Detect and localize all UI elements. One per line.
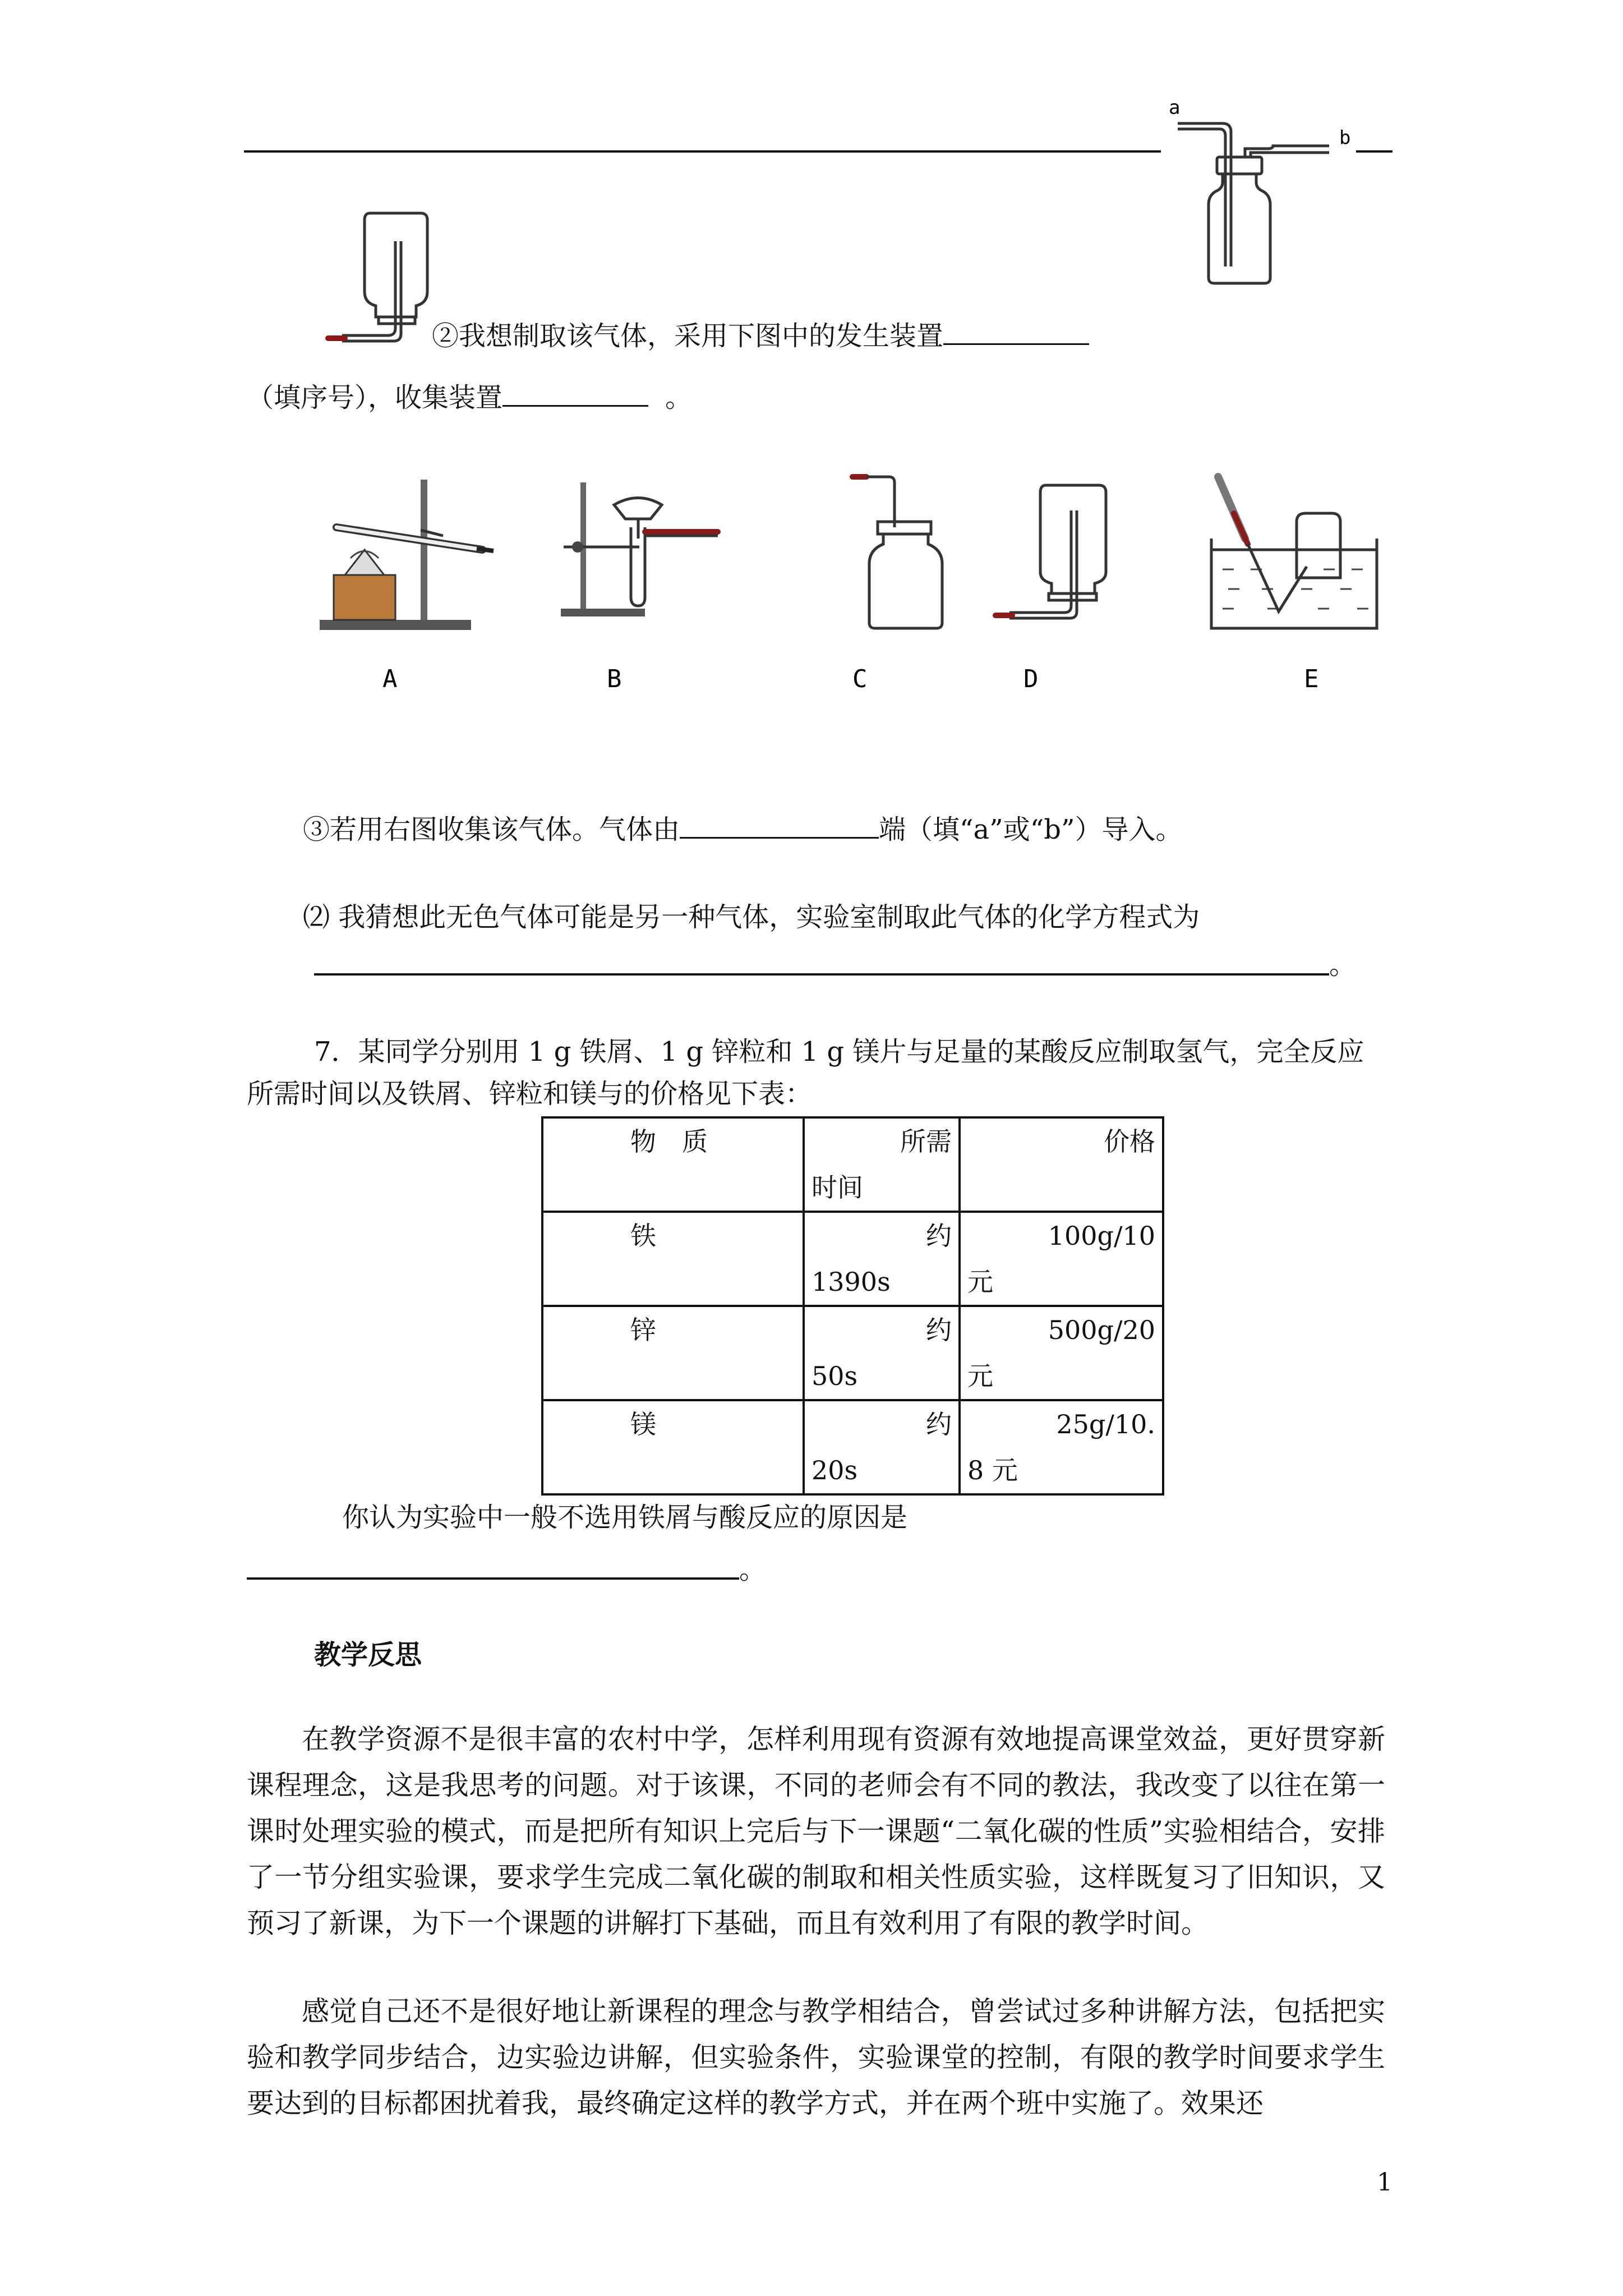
apparatus-d bbox=[995, 485, 1106, 618]
question-3 bbox=[303, 812, 1183, 846]
label-d: D bbox=[1023, 665, 1039, 693]
bottle-label-b: b bbox=[1339, 127, 1351, 149]
reflection-title: 教学反思 bbox=[314, 1639, 422, 1671]
equation-end: 。 bbox=[1329, 949, 1357, 981]
row-substance: 铁 bbox=[542, 1212, 804, 1306]
gas-inlet-answer-blank[interactable] bbox=[680, 812, 879, 839]
row-price bbox=[960, 1306, 1163, 1400]
row-substance: 镁 bbox=[542, 1400, 804, 1494]
row-time-2: 1390s bbox=[811, 1267, 891, 1297]
question-7-line2: 所需时间以及铁屑、锌粒和镁与的价格见下表： bbox=[247, 1078, 813, 1110]
question-2-end: 。 bbox=[665, 382, 693, 413]
question-2-text-2: （填序号），收集装置 bbox=[247, 382, 503, 413]
row-price-2: 元 bbox=[967, 1267, 993, 1297]
price-table bbox=[541, 1116, 1164, 1496]
apparatus-figure bbox=[314, 466, 1402, 701]
row-time bbox=[804, 1212, 960, 1306]
reason-answer-line[interactable] bbox=[247, 1577, 739, 1580]
generator-answer-blank[interactable] bbox=[943, 319, 1089, 345]
row-price-1: 500g/20 bbox=[1048, 1315, 1155, 1345]
apparatus-e bbox=[1211, 477, 1377, 628]
header-time-1: 所需 bbox=[900, 1126, 952, 1157]
reflection-paragraph-2: 感觉自己还不是很好地让新课程的理念与教学相结合，曾尝试过多种讲解方法，包括把实验和教学同步结合，边实验边讲解，但实验条件，实验课堂的控制，有限的教学时间要求学生要达到的目标都困扰着我，最终确定这样的教学方式，并在两个班中实施了。效果还 bbox=[247, 1995, 1385, 2119]
row-time-1: 约 bbox=[926, 1315, 952, 1345]
collector-answer-blank[interactable] bbox=[502, 380, 648, 407]
gas-bottle-figure bbox=[1161, 98, 1363, 295]
apparatus-a bbox=[320, 480, 494, 630]
row-time-1: 约 bbox=[926, 1409, 952, 1439]
row-price-1: 25g/10. bbox=[1056, 1409, 1155, 1439]
apparatus-c bbox=[852, 477, 942, 628]
row-time bbox=[804, 1306, 960, 1400]
label-c: C bbox=[852, 665, 868, 693]
question-3-text: ③若用右图收集该气体。气体由 bbox=[303, 814, 680, 845]
row-time-1: 约 bbox=[926, 1221, 952, 1251]
bottle-label-a: a bbox=[1169, 98, 1181, 119]
row-time bbox=[804, 1400, 960, 1494]
label-e: E bbox=[1304, 665, 1319, 693]
row-price bbox=[960, 1400, 1163, 1494]
reflection-paragraph-1: 在教学资源不是很丰富的农村中学，怎样利用现有资源有效地提高课堂效益，更好贯穿新课程理念，这是我思考的问题。对于该课，不同的老师会有不同的教法，我改变了以往在第一课时处理实验的模式，而是把所有知识上完后与下一课题“二氧化碳的性质”实验相结合，安排了一节分组实验课，要求学生完成二氧化碳的制取和相关性质实验，这样既复习了旧知识，又预习了新课，为下一个课题的讲解打下基础，而且有效利用了有限的教学时间。 bbox=[247, 1723, 1385, 1939]
apparatus-b bbox=[561, 482, 718, 616]
question-3-text-2: 端（填“a”或“b”）导入。 bbox=[879, 814, 1183, 845]
question-part-2: ⑵ 我猜想此无色气体可能是另一种气体，实验室制取此气体的化学方程式为 bbox=[303, 901, 1200, 933]
row-price-2: 8 元 bbox=[967, 1455, 1018, 1485]
inverted-bottle-figure bbox=[325, 208, 437, 353]
table-header-row bbox=[542, 1117, 1163, 1212]
table-row bbox=[542, 1400, 1163, 1494]
header-price: 价格 bbox=[960, 1117, 1163, 1212]
row-time-2: 20s bbox=[811, 1455, 858, 1485]
row-price-2: 元 bbox=[967, 1361, 993, 1391]
question-2-text: ②我想制取该气体，采用下图中的发生装置 bbox=[432, 320, 944, 352]
question-7-reason: 你认为实验中一般不选用铁屑与酸反应的原因是 bbox=[342, 1502, 908, 1533]
answer-line-top bbox=[244, 150, 1161, 153]
table-row bbox=[542, 1212, 1163, 1306]
header-time-2: 时间 bbox=[811, 1172, 863, 1203]
header-time bbox=[804, 1117, 960, 1212]
question-7-line1: 7．某同学分别用 1 g 铁屑、1 g 锌粒和 1 g 镁片与足量的某酸反应制取氢气，完全反应 bbox=[314, 1036, 1364, 1068]
label-b: B bbox=[607, 665, 622, 693]
header-substance: 物 质 bbox=[542, 1117, 804, 1212]
reason-end: 。 bbox=[739, 1554, 767, 1585]
label-a: A bbox=[382, 665, 398, 693]
row-time-2: 50s bbox=[811, 1361, 858, 1391]
row-price-1: 100g/10 bbox=[1048, 1221, 1155, 1251]
table-row bbox=[542, 1306, 1163, 1400]
page-number: 1 bbox=[1377, 2168, 1393, 2197]
question-2 bbox=[432, 319, 1089, 353]
row-price bbox=[960, 1212, 1163, 1306]
question-2-line2 bbox=[247, 380, 692, 415]
equation-answer-line[interactable] bbox=[314, 973, 1329, 976]
row-substance: 锌 bbox=[542, 1306, 804, 1400]
